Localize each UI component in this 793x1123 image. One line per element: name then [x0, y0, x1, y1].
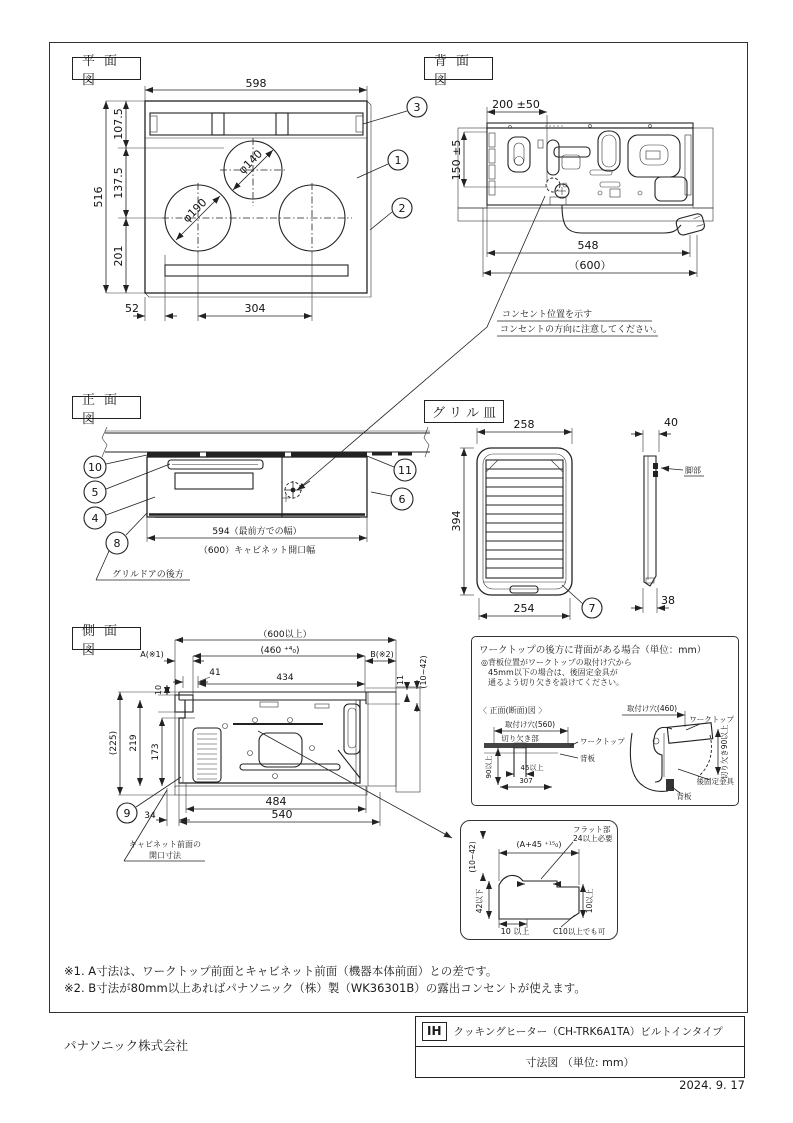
- callout-4: 4: [91, 512, 99, 525]
- wt-box-line3: 通るよう切り欠きを設けてください。: [488, 678, 624, 687]
- dim-173: 173: [151, 743, 161, 761]
- callout-2: 2: [398, 202, 406, 215]
- wt-notch-label: 切り欠き部: [501, 734, 539, 743]
- title-block-row1: [416, 1017, 744, 1047]
- grill-pan-side: [631, 416, 704, 613]
- callout-11: 11: [398, 464, 412, 477]
- dim-600-front: （600）キャビネット開口幅: [198, 546, 316, 556]
- dim-600-rear: （600）: [568, 259, 612, 272]
- worktop-rear-panel-box: [471, 636, 739, 806]
- label-rear-view: 背面図: [424, 57, 493, 80]
- wt-notch90: 切り欠き90以上: [720, 724, 729, 780]
- wt-90min: 90以上: [485, 755, 493, 779]
- callout-1: 1: [394, 154, 402, 167]
- dim-600min: （600以上）: [258, 630, 312, 640]
- dim-phi140: φ140: [235, 147, 266, 177]
- callout-3: 3: [413, 101, 421, 114]
- wt-back1: 背板: [580, 754, 595, 763]
- wt-worktop2: ワークトップ: [689, 715, 734, 724]
- callout-5: 5: [91, 486, 99, 499]
- leg-label: 脚部: [685, 466, 701, 475]
- cd-c10: C10以上でも可: [553, 927, 606, 936]
- wt-hole560: 取付け穴(560): [504, 720, 556, 729]
- title-block: [415, 1016, 745, 1078]
- dim-A: A(※1): [140, 650, 164, 659]
- wt-bracket: 後固定金具: [696, 777, 734, 786]
- dim-137: 137.5: [112, 167, 125, 199]
- dim-548: 548: [577, 239, 599, 252]
- dim-34: 34: [144, 811, 156, 821]
- dim-11: 11: [396, 674, 405, 686]
- dim-434: 434: [276, 673, 294, 683]
- grill-pan-top: [477, 448, 572, 595]
- wt-box-section-label: 〈 正面(断面)図 〉: [479, 706, 547, 715]
- rear-power-cord: [562, 205, 706, 236]
- dim-219: 219: [129, 734, 139, 752]
- dim-594: 594（最前方での幅）: [212, 527, 302, 537]
- dim-516: 516: [92, 186, 105, 208]
- corner-detail-drawing: [461, 821, 619, 941]
- side-dimensions: [109, 628, 428, 861]
- wt-box-diagrams: [472, 637, 740, 807]
- ih-mark: IH: [422, 1022, 447, 1041]
- wt-back2: 背板: [676, 792, 692, 801]
- wt-left-diagram: [484, 719, 625, 787]
- outlet-note-line1: コンセント位置を示す: [502, 310, 593, 320]
- dim-460: (460 ⁺⁴₀): [260, 646, 300, 656]
- label-side-view: 側面図: [72, 627, 141, 650]
- footnote-2: ※2. B寸法が80mm以上あればパナソニック（株）製（WK36301B）の露出コンセントが使えます。: [64, 981, 586, 995]
- wt-45min: 45以上: [520, 764, 544, 772]
- rear-body: [487, 123, 693, 205]
- callout-9: 9: [123, 807, 131, 820]
- front-view-drawing: [60, 400, 440, 590]
- dim-107: 107.5: [112, 108, 125, 140]
- dim-40: 40: [664, 416, 678, 429]
- wt-box-title: ワークトップの後方に背面がある場合（単位：mm）: [479, 645, 707, 656]
- product-name: クッキングヒーター（CH-TRK6A1TA）ビルトインタイプ: [453, 1026, 723, 1038]
- dim-258: 258: [513, 418, 535, 431]
- dim-B: B(※2): [370, 650, 394, 659]
- wt-worktop1: ワークトップ: [580, 737, 625, 746]
- wt-right-diagram: [622, 703, 734, 801]
- wt-307: 307: [519, 777, 533, 785]
- plan-body: [145, 101, 371, 297]
- dim-225: (225): [109, 730, 119, 756]
- label-plan-view: 平面図: [72, 57, 141, 80]
- dim-598: 598: [245, 77, 267, 90]
- rear-view-drawing: [450, 85, 760, 297]
- cd-42: 42以下: [475, 888, 484, 914]
- wt-box-line2: 45mm以下の場合は、後固定金具が: [488, 668, 618, 677]
- callout-7: 7: [588, 602, 596, 615]
- company-name: パナソニック株式会社: [64, 1038, 189, 1053]
- callout-10: 10: [88, 461, 102, 474]
- dim-150: 150 ±5: [450, 139, 463, 181]
- dim-484: 484: [265, 795, 287, 808]
- cd-1042: (10~42): [468, 841, 477, 873]
- cd-a45: (A+45 ⁺¹⁵₀): [516, 840, 562, 849]
- dim-200: 200 ±50: [492, 98, 540, 111]
- side-structure: [158, 687, 422, 795]
- dim-41: 41: [209, 668, 221, 678]
- grill-pan-drawing: [450, 408, 760, 633]
- front-body: [147, 452, 412, 518]
- cabinet-note-1: キャビネット前面の: [129, 840, 201, 849]
- cd-flat2: 24以上必要: [573, 834, 613, 843]
- dim-52: 52: [125, 302, 139, 315]
- cd-10b: 10 以上: [500, 927, 530, 936]
- outlet-note-line2: コンセントの方向に注意してください。: [500, 325, 663, 335]
- plan-view-drawing: [60, 77, 440, 335]
- dim-254: 254: [513, 602, 535, 615]
- corner-detail-box: [460, 820, 618, 940]
- label-front-view: 正面図: [72, 396, 141, 419]
- drawing-type: 寸法図 （単位: mm）: [525, 1055, 635, 1069]
- dim-394: 394: [450, 510, 463, 532]
- callout-6: 6: [398, 493, 406, 506]
- dim-phi190: φ190: [180, 195, 210, 226]
- dim-10: 10: [154, 684, 163, 696]
- rear-walls: [458, 128, 713, 221]
- footnote-1: ※1. A寸法は、ワークトップ前面とキャビネット前面（機器本体前面）との差です。: [64, 964, 498, 978]
- cabinet-note-2: 開口寸法: [149, 851, 181, 860]
- plan-dimensions: [92, 77, 367, 321]
- cd-flat1: フラット部: [573, 825, 611, 834]
- callout-8: 8: [113, 537, 121, 550]
- front-dimensions: [147, 517, 367, 556]
- dim-1042-side: (10~42): [419, 655, 428, 689]
- grill-door-note: グリルドアの後方: [112, 570, 184, 580]
- dim-540: 540: [271, 808, 293, 821]
- label-grill-pan: グリル皿: [424, 400, 504, 423]
- dim-201: 201: [112, 245, 125, 267]
- wt-box-line1: ◎背板位置がワークトップの取付け穴から: [481, 658, 632, 667]
- dim-304: 304: [244, 302, 266, 315]
- wt-hole460: 取付け穴(460): [626, 704, 678, 713]
- dim-38: 38: [661, 594, 675, 607]
- cd-10r: 10以上: [585, 888, 594, 914]
- drawing-date: 2024. 9. 17: [679, 1078, 745, 1092]
- side-view-drawing: [60, 628, 470, 890]
